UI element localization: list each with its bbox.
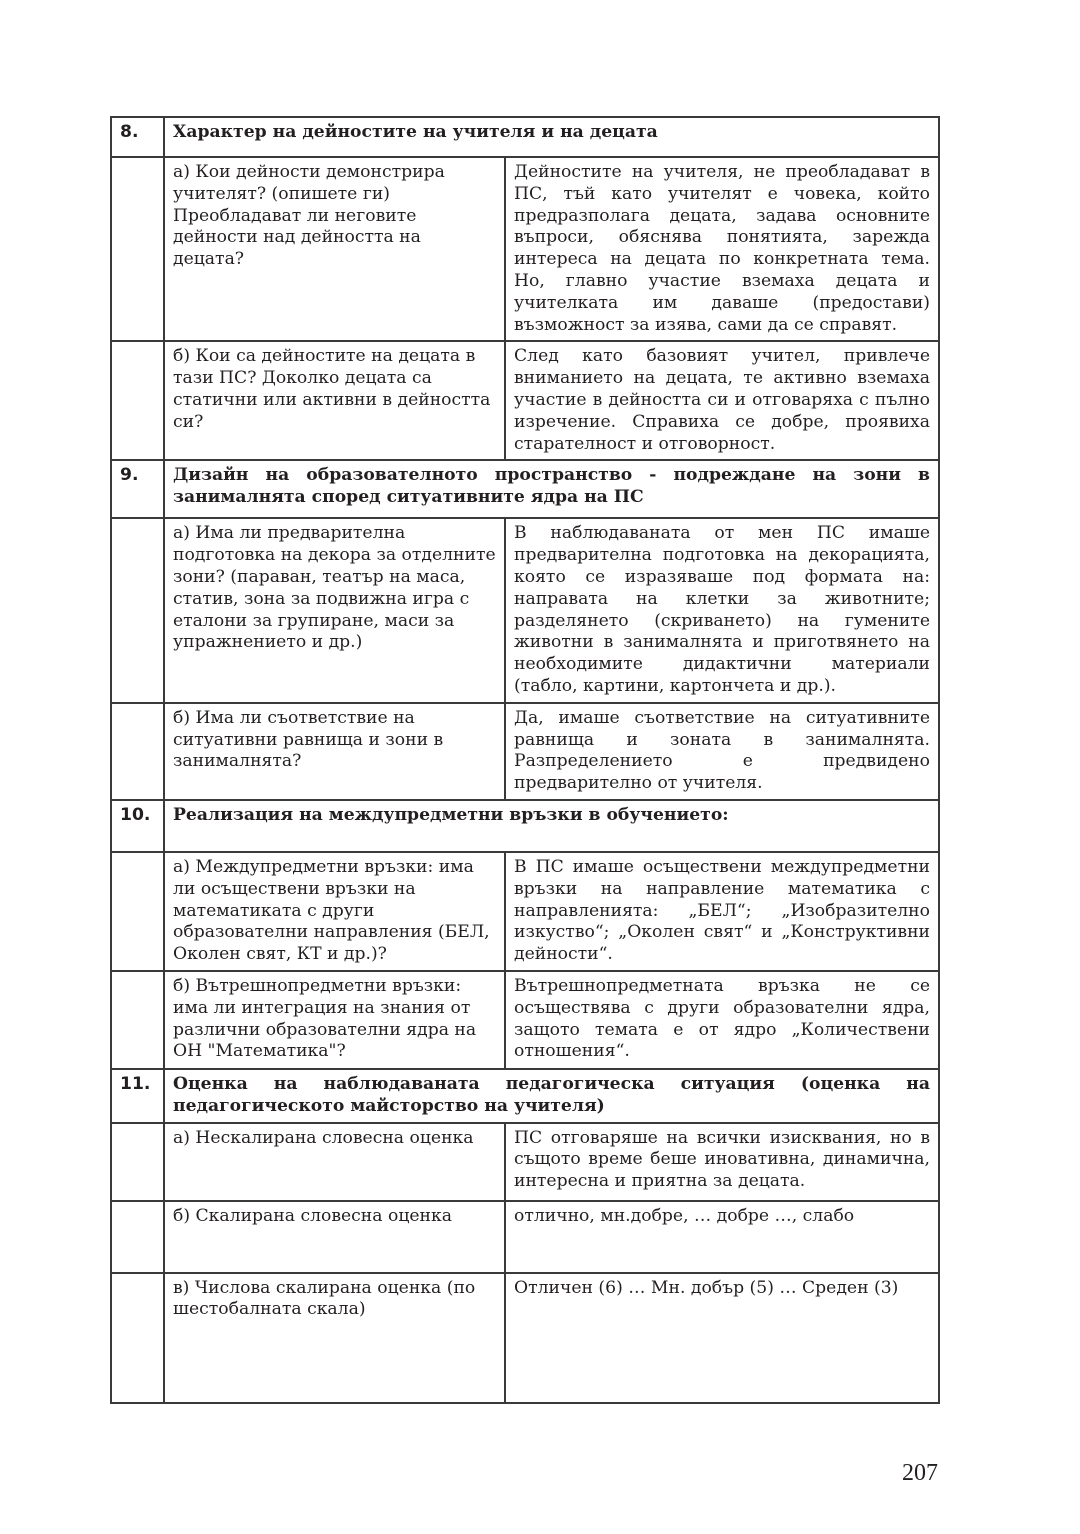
question-cell: б) Кои са дейностите на децата в тази ПС? Доколко децата са статични или активни в дейността си? <box>164 341 505 460</box>
question-cell: б) Скалирана словесна оценка <box>164 1201 505 1273</box>
question-cell: а) Има ли предварителна подготовка на декора за отделните зони? (параван, театър на маса, статив, зона за подвижна игра с еталони за групиране, маси за упражнението и др.) <box>164 518 505 702</box>
page-number: 207 <box>902 1460 938 1486</box>
question-cell: в) Числова скалирана оценка (по шестобалната скала) <box>164 1273 505 1403</box>
table-row <box>111 1201 939 1273</box>
answer-cell: отлично, мн.добре, … добре …, слабо <box>505 1201 939 1273</box>
answer-cell: Да, имаше съответствие на ситуативните равнища и зоната в занималнята. Разпределението е предвидено предварително от учителя. <box>505 703 939 800</box>
table-row <box>111 518 939 702</box>
question-cell: а) Междупредметни връзки: има ли осъществени връзки на математиката с други образователни направления (БЕЛ, Околен свят, КТ и др.)? <box>164 852 505 971</box>
table-row <box>111 1123 939 1201</box>
section-header-row <box>111 117 939 157</box>
empty-cell <box>111 1273 164 1403</box>
empty-cell <box>111 1201 164 1273</box>
answer-cell: Вътрешнопредметната връзка не се осъществява с други образователни ядра, защото темата е от ядро „Количествени отношения“. <box>505 971 939 1069</box>
table-row <box>111 852 939 971</box>
section-number: 9. <box>111 460 164 518</box>
question-cell: б) Има ли съответствие на ситуативни равнища и зони в занималнята? <box>164 703 505 800</box>
question-cell: а) Нескалирана словесна оценка <box>164 1123 505 1201</box>
section-title: Дизайн на образователното пространство - подреждане на зони в занималнята според ситуативните ядра на ПС <box>164 460 939 518</box>
section-number: 11. <box>111 1069 164 1123</box>
answer-cell: Отличен (6) … Мн. добър (5) … Среден (3) <box>505 1273 939 1403</box>
section-header-row <box>111 800 939 852</box>
empty-cell <box>111 971 164 1069</box>
section-title: Характер на дейностите на учителя и на децата <box>164 117 939 157</box>
empty-cell <box>111 157 164 341</box>
table-row <box>111 1273 939 1403</box>
empty-cell <box>111 341 164 460</box>
answer-cell: ПС отговаряше на всички изисквания, но в същото време беше иновативна, динамична, интересна и приятна за децата. <box>505 1123 939 1201</box>
question-cell: а) Кои дейности демонстрира учителят? (опишете ги) Преобладават ли неговите дейности над дейността на децата? <box>164 157 505 341</box>
table-row <box>111 341 939 460</box>
table-row <box>111 703 939 800</box>
answer-cell: След като базовият учител, привлече вниманието на децата, те активно вземаха участие в дейността си и отговаряха с пълно изречение. Справиха се добре, проявиха старателност и отговорност. <box>505 341 939 460</box>
empty-cell <box>111 518 164 702</box>
empty-cell <box>111 1123 164 1201</box>
section-number: 8. <box>111 117 164 157</box>
table-row <box>111 971 939 1069</box>
section-header-row <box>111 1069 939 1123</box>
section-header-row <box>111 460 939 518</box>
answer-cell: В ПС имаше осъществени междупредметни връзки на направление математика с направленията: „БЕЛ“; „Изобразително изкуство“; „Околен свят“ и „Конструктивни дейности“. <box>505 852 939 971</box>
table-row <box>111 157 939 341</box>
answer-cell: В наблюдаваната от мен ПС имаше предварителна подготовка на декорацията, която се изразяваше под формата на: направата на клетки за животните; разделянето (скриването) на гумените животни в занималнята и приготвянето на необходимите дидактични материали (табло, картини, картончета и др.). <box>505 518 939 702</box>
section-title: Реализация на междупредметни връзки в обучението: <box>164 800 939 852</box>
question-cell: б) Вътрешнопредметни връзки: има ли интеграция на знания от различни образователни ядра на ОН "Математика"? <box>164 971 505 1069</box>
section-number: 10. <box>111 800 164 852</box>
observation-table <box>110 116 940 1404</box>
answer-cell: Дейностите на учителя, не преобладават в ПС, тъй като учителят е човека, който предразполага децата, задава основните въпроси, обяснява понятията, зарежда интереса на децата по конкретната тема. Но, главно участие вземаха децата и учителката им даваше (предостави) възможност за изява, сами да се справят. <box>505 157 939 341</box>
empty-cell <box>111 852 164 971</box>
empty-cell <box>111 703 164 800</box>
section-title: Оценка на наблюдаваната педагогическа ситуация (оценка на педагогическото майсторство на учителя) <box>164 1069 939 1123</box>
